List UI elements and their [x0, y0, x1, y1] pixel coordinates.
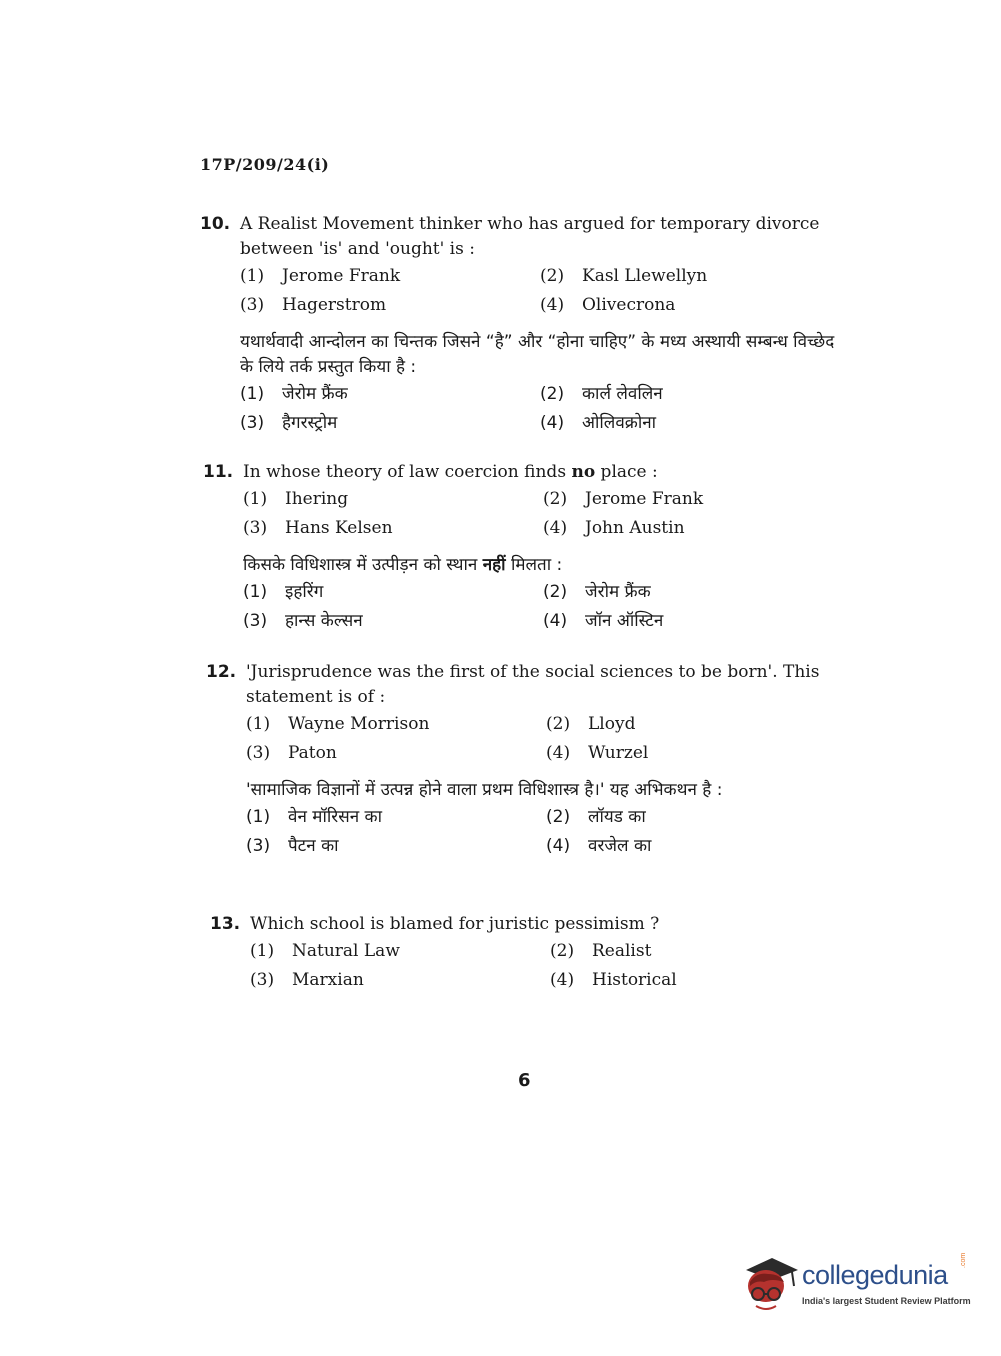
question-number: 12.: [206, 662, 237, 682]
question-11: [203, 460, 843, 634]
option-3: (3) Hagerstrom: [240, 295, 387, 315]
option-3: (3) Paton: [246, 743, 337, 763]
question-text-hindi: यथार्थवादी आन्दोलन का चिन्तक जिसने “है” और “होना चाहिए” के मध्य अस्थायी सम्बन्ध विच्छेद के लिये तर्क प्रस्तुत किया है :: [240, 332, 835, 377]
option-2: (2) Realist: [550, 941, 652, 961]
option-1: (1) Jerome Frank: [240, 266, 401, 286]
option-2: (2) Lloyd: [546, 714, 636, 734]
option-1: (1) Ihering: [243, 489, 349, 509]
option-1: (1) जेरोम फ्रैंक: [240, 384, 348, 404]
question-text-hindi: 'सामाजिक विज्ञानों में उत्पन्न होने वाला प्रथम विधिशास्त्र है।' यह अभिकथन है :: [246, 780, 723, 800]
option-3: (3) Marxian: [250, 970, 364, 990]
options-hindi: [243, 580, 843, 634]
option-1: (1) इहरिंग: [243, 582, 324, 602]
question-text: 'Jurisprudence was the first of the social sciences to be born'. This statement is of :: [246, 662, 820, 707]
question-text: Which school is blamed for juristic pessimism ?: [250, 914, 660, 934]
option-1: (1) Natural Law: [250, 941, 400, 961]
option-2: (2) Jerome Frank: [543, 489, 704, 509]
option-1: (1) Wayne Morrison: [246, 714, 430, 734]
question-number: 13.: [210, 914, 241, 934]
question-text-hindi: किसके विधिशास्त्र में उत्पीड़न को स्थान नहीं मिलता :: [243, 555, 563, 575]
options-hindi: [240, 382, 840, 436]
option-4: (4) John Austin: [543, 518, 685, 538]
options-english: [243, 487, 843, 541]
option-2: (2) लॉयड का: [546, 807, 646, 827]
brand-name: collegedunia: [802, 1260, 948, 1290]
options-english: [240, 264, 840, 318]
option-3: (3) हैगरस्ट्रोम: [240, 413, 338, 433]
option-1: (1) वेन मॉरिसन का: [246, 807, 383, 827]
option-3: (3) पैटन का: [246, 836, 339, 856]
option-3: (3) Hans Kelsen: [243, 518, 393, 538]
brand-suffix: .com: [960, 1252, 967, 1268]
option-2: (2) कार्ल लेवलिन: [540, 384, 663, 404]
option-4: (4) Wurzel: [546, 743, 649, 763]
question-text: A Realist Movement thinker who has argued for temporary divorce between 'is' and 'ought' is :: [240, 214, 820, 259]
paper-code: 17P/209/24(i): [200, 155, 330, 174]
option-2: (2) Kasl Llewellyn: [540, 266, 708, 286]
brand-tagline: India's largest Student Review Platform: [802, 1296, 971, 1306]
options-english: [250, 939, 850, 993]
option-4: (4) वरजेल का: [546, 836, 652, 856]
option-4: (4) Historical: [550, 970, 677, 990]
question-text: In whose theory of law coercion finds no place :: [243, 462, 658, 482]
question-12: [206, 660, 846, 859]
collegedunia-watermark: [742, 1250, 972, 1320]
question-10: [200, 212, 840, 436]
options-english: [246, 712, 846, 766]
options-hindi: [246, 805, 846, 859]
page-number: 6: [518, 1070, 531, 1091]
option-4: (4) Olivecrona: [540, 295, 676, 315]
question-number: 10.: [200, 214, 231, 234]
option-3: (3) हान्स केल्सन: [243, 611, 363, 631]
question-13: [210, 912, 850, 993]
option-4: (4) ओलिवक्रोना: [540, 413, 657, 433]
option-4: (4) जॉन ऑस्टिन: [543, 611, 664, 631]
mascot-icon: [742, 1252, 802, 1314]
option-2: (2) जेरोम फ्रैंक: [543, 582, 651, 602]
question-number: 11.: [203, 462, 234, 482]
